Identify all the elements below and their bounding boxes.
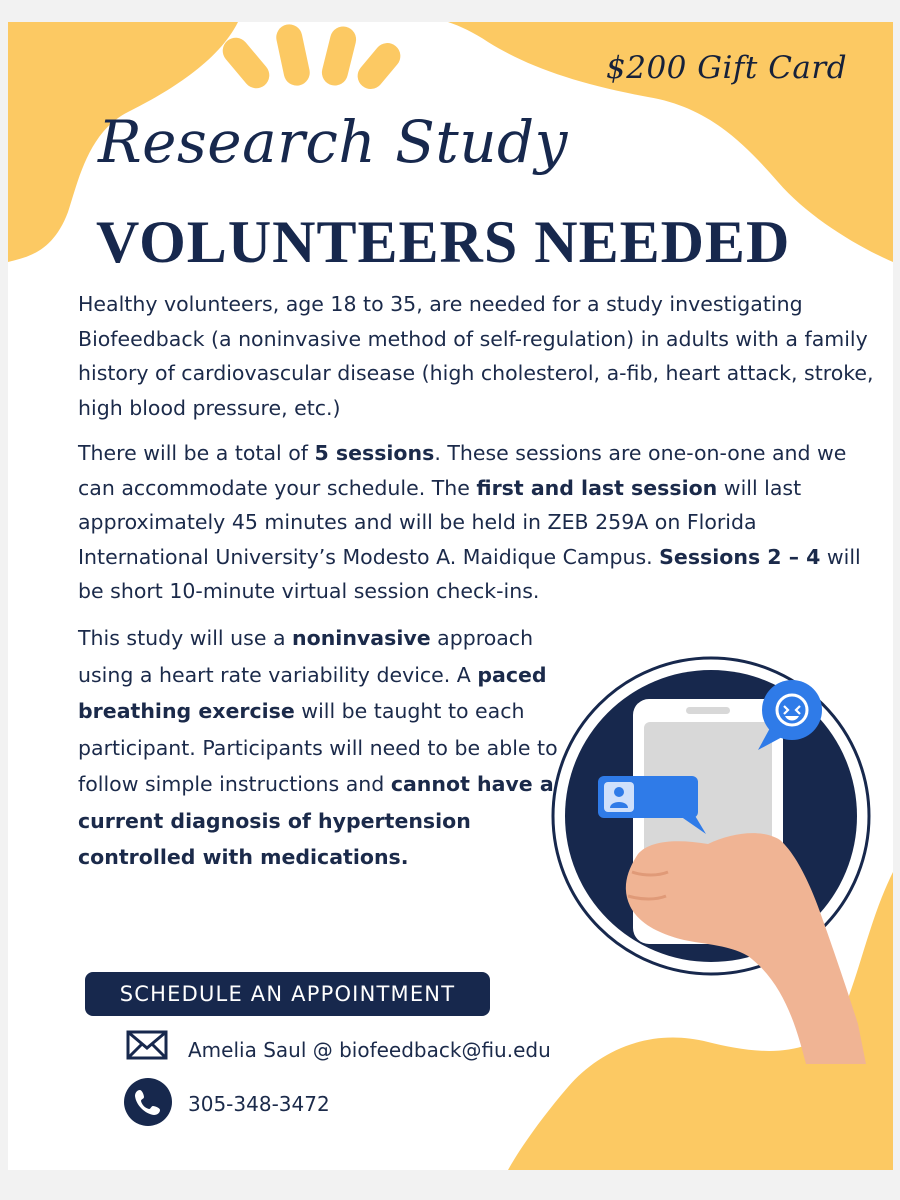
phone-illustration — [548, 644, 888, 1064]
main-title: VOLUNTEERS NEEDED — [96, 209, 791, 275]
phone-icon — [124, 1078, 172, 1126]
contact-email[interactable]: Amelia Saul @ biofeedback@fiu.edu — [188, 1038, 551, 1062]
p3-bold-noninvasive: noninvasive — [292, 626, 431, 650]
p3-bold-cannot: cannot have a current diagnosis of hypertension controlled with medications. — [78, 772, 554, 869]
p3-text-e: will be taught to each participant. Participants will need to be able to follow simple instructions and — [78, 699, 558, 796]
requirements-paragraph — [78, 620, 568, 876]
p2-text-a: There will be a total of — [78, 441, 315, 465]
p3-bold-breathing: paced breathing exercise — [78, 662, 547, 723]
p3-text-a: This study will use a — [78, 626, 293, 650]
intro-paragraph: Healthy volunteers, age 18 to 35, are needed for a study investigating Biofeedback (a noninvasive method of self-regulation) in adults with a family history of cardiovascular disease (high cholesterol, a-fib, heart attack, stroke, high blood pressure, etc.) — [78, 292, 874, 420]
script-title: Research Study — [98, 108, 568, 176]
flyer — [8, 22, 893, 1170]
gift-card-label: $200 Gift Card — [606, 50, 848, 86]
envelope-icon — [126, 1030, 168, 1060]
p3-text-c: approach using a heart rate variability device. A — [78, 626, 534, 687]
p2-bold-first-last: first and last session — [476, 475, 718, 500]
p2-text-e: will last approximately 45 minutes and will be held in ZEB 259A on Florida International University’s Modesto A. Maidique Campus. — [78, 475, 802, 569]
p2-bold-sessions: 5 sessions — [314, 441, 435, 465]
contact-phone[interactable]: 305-348-3472 — [188, 1092, 330, 1116]
p2-bold-sessions-2-4: Sessions 2 – 4 — [659, 544, 821, 569]
schedule-appointment-button[interactable]: SCHEDULE AN APPOINTMENT — [85, 972, 490, 1016]
sun-rays-icon — [217, 22, 405, 94]
sessions-paragraph — [78, 436, 878, 609]
p2-text-c: . These sessions are one-on-one and we can accommodate your schedule. The — [78, 441, 847, 500]
p2-text-g: will be short 10-minute virtual session check-ins. — [78, 544, 861, 603]
